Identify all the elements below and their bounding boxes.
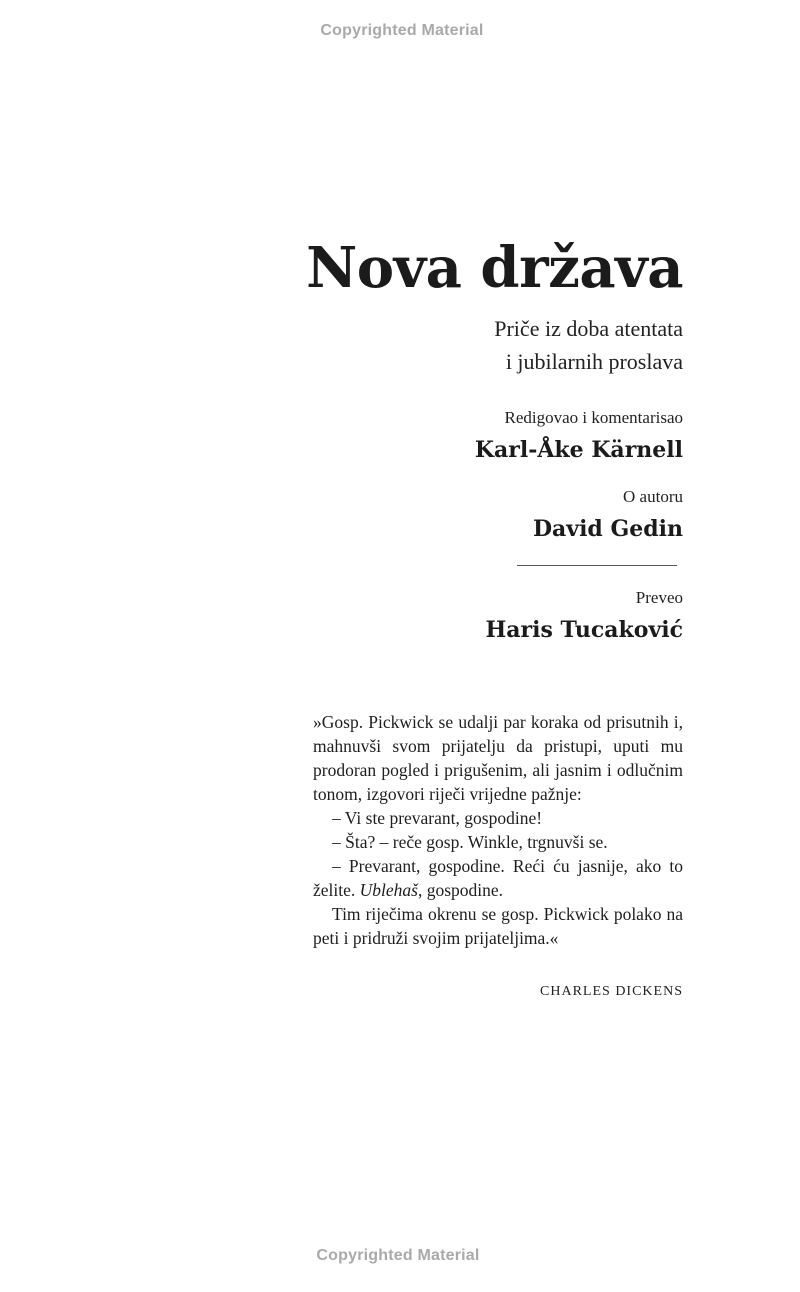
epigraph-line-4-text: – Prevarant, gospodine. Reći ću jasnije, ako to želite. xyxy=(313,856,683,900)
epigraph-line-4 xyxy=(313,854,683,902)
epigraph-attribution: CHARLES DICKENS xyxy=(540,984,683,999)
epigraph-line-3: – Šta? – reče gosp. Winkle, trgnuvši se. xyxy=(332,832,608,852)
book-title: Nova država xyxy=(306,235,683,301)
credits-divider xyxy=(517,565,677,566)
copyright-watermark-top: Copyrighted Material xyxy=(320,22,484,39)
epigraph-italic-word: Ublehaš xyxy=(359,880,418,900)
epigraph-paragraph-5: Tim riječima okrenu se gosp. Pickwick polako na peti i pridruži svojim prijateljima.« xyxy=(313,904,683,948)
epigraph-line-4-end: , gospodine. xyxy=(417,880,504,900)
translator-role: Preveo xyxy=(635,588,683,607)
epigraph-line-2: – Vi ste prevarant, gospodine! xyxy=(332,808,543,828)
epigraph-paragraph-1: »Gosp. Pickwick se udalji par koraka od prisutnih i, mahnuvši svom prijatelju da pristupi, uputi mu prodoran pogled i prigušenim, ali jasnim i odlučnim tonom, izgovori riječi vrijedne pažnje: xyxy=(313,712,683,804)
translator-name: Haris Tucaković xyxy=(485,617,683,643)
book-subtitle-line-2: i jubilarnih proslava xyxy=(505,349,683,374)
editor-name: Karl-Åke Kärnell xyxy=(474,437,683,463)
author-note-role: O autoru xyxy=(623,487,683,506)
book-subtitle-line-1: Priče iz doba atentata xyxy=(494,316,683,341)
author-note-name: David Gedin xyxy=(532,516,683,542)
epigraph-quote xyxy=(313,710,683,950)
copyright-watermark-bottom: Copyrighted Material xyxy=(316,1247,480,1264)
editor-role: Redigovao i komentarisao xyxy=(504,408,683,427)
